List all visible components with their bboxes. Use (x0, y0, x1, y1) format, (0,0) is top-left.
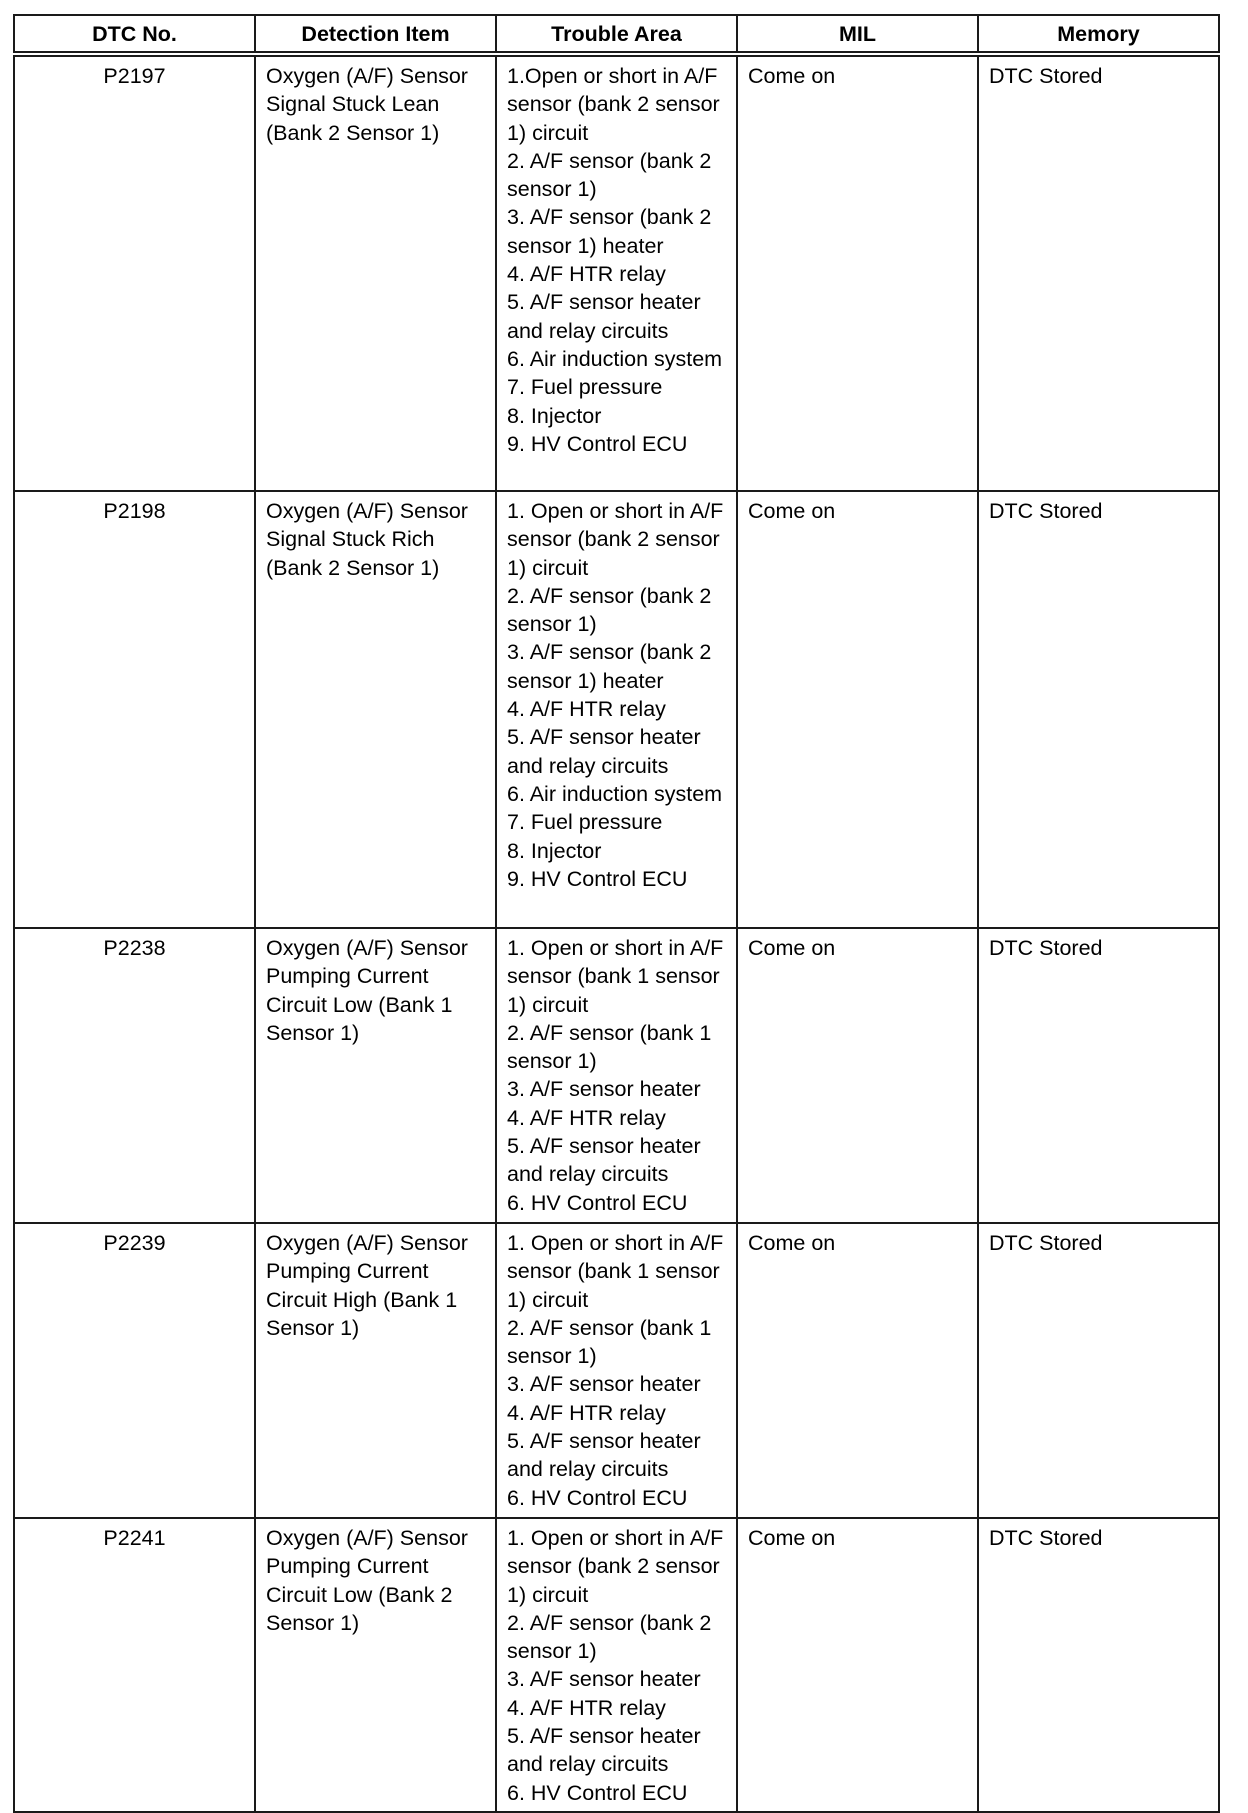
mil-status: Come on (737, 54, 978, 491)
trouble-item: 1. Open or short in A/F sensor (bank 2 sensor 1) circuit (507, 499, 724, 580)
table-row (14, 1223, 1219, 1518)
dtc-code: P2238 (14, 928, 255, 1223)
trouble-item: 4. A/F HTR relay (507, 1695, 666, 1720)
trouble-area (496, 1223, 737, 1518)
trouble-item: 2. A/F sensor (bank 1 sensor 1) (507, 1020, 712, 1074)
table-row (14, 491, 1219, 928)
table-row (14, 928, 1219, 1223)
mil-status: Come on (737, 1518, 978, 1812)
trouble-item: 6. Air induction system (507, 346, 723, 371)
trouble-item: 4. A/F HTR relay (507, 1105, 666, 1130)
memory-status: DTC Stored (978, 1223, 1219, 1518)
header-dtc-no: DTC No. (14, 15, 255, 54)
trouble-item: 6. HV Control ECU (507, 1190, 688, 1215)
trouble-item: 3. A/F sensor heater (507, 1372, 701, 1397)
table-header (14, 15, 1219, 54)
detection-item: Oxygen (A/F) Sensor Pumping Current Circuit Low (Bank 2 Sensor 1) (255, 1518, 496, 1812)
trouble-area (496, 54, 737, 491)
dtc-code: P2197 (14, 54, 255, 491)
trouble-item: 9. HV Control ECU (507, 866, 688, 891)
mil-status: Come on (737, 1223, 978, 1518)
trouble-item: 4. A/F HTR relay (507, 697, 666, 722)
trouble-item: 7. Fuel pressure (507, 810, 663, 835)
trouble-item: 2. A/F sensor (bank 2 sensor 1) (507, 1610, 712, 1664)
memory-status: DTC Stored (978, 491, 1219, 928)
trouble-item: 1. Open or short in A/F sensor (bank 1 sensor 1) circuit (507, 1231, 724, 1312)
detection-item: Oxygen (A/F) Sensor Signal Stuck Lean (Bank 2 Sensor 1) (255, 54, 496, 491)
table-row (14, 54, 1219, 491)
trouble-item: 6. Air induction system (507, 781, 723, 806)
trouble-item: 4. A/F HTR relay (507, 1400, 666, 1425)
trouble-item: 2. A/F sensor (bank 1 sensor 1) (507, 1315, 712, 1369)
trouble-item: 5. A/F sensor heater and relay circuits (507, 1134, 701, 1187)
trouble-item: 8. Injector (507, 403, 602, 428)
trouble-item: 4. A/F HTR relay (507, 262, 666, 287)
table-row (14, 1518, 1219, 1812)
dtc-code: P2241 (14, 1518, 255, 1812)
trouble-item: 5. A/F sensor heater and relay circuits (507, 1724, 701, 1777)
trouble-area (496, 928, 737, 1223)
memory-status: DTC Stored (978, 54, 1219, 491)
trouble-item: 5. A/F sensor heater and relay circuits (507, 1429, 701, 1482)
dtc-code: P2239 (14, 1223, 255, 1518)
trouble-item: 9. HV Control ECU (507, 431, 688, 456)
detection-item: Oxygen (A/F) Sensor Pumping Current Circuit Low (Bank 1 Sensor 1) (255, 928, 496, 1223)
trouble-item: 1.Open or short in A/F sensor (bank 2 sensor 1) circuit (507, 64, 720, 145)
trouble-item: 5. A/F sensor heater and relay circuits (507, 725, 701, 778)
header-memory: Memory (978, 15, 1219, 54)
trouble-area (496, 1518, 737, 1812)
trouble-area (496, 491, 737, 928)
dtc-code: P2198 (14, 491, 255, 928)
mil-status: Come on (737, 491, 978, 928)
trouble-item: 2. A/F sensor (bank 2 sensor 1) (507, 148, 712, 202)
memory-status: DTC Stored (978, 928, 1219, 1223)
detection-item: Oxygen (A/F) Sensor Pumping Current Circuit High (Bank 1 Sensor 1) (255, 1223, 496, 1518)
trouble-item: 8. Injector (507, 838, 602, 863)
header-trouble-area: Trouble Area (496, 15, 737, 54)
memory-status: DTC Stored (978, 1518, 1219, 1812)
trouble-item: 3. A/F sensor (bank 2 sensor 1) heater (507, 205, 712, 258)
trouble-item: 1. Open or short in A/F sensor (bank 1 sensor 1) circuit (507, 936, 724, 1017)
mil-status: Come on (737, 928, 978, 1223)
table-body (14, 54, 1219, 1812)
trouble-item: 7. Fuel pressure (507, 375, 663, 400)
detection-item: Oxygen (A/F) Sensor Signal Stuck Rich (Bank 2 Sensor 1) (255, 491, 496, 928)
header-row (14, 15, 1219, 54)
header-mil: MIL (737, 15, 978, 54)
trouble-item: 6. HV Control ECU (507, 1485, 688, 1510)
trouble-item: 2. A/F sensor (bank 2 sensor 1) (507, 583, 712, 637)
trouble-item: 1. Open or short in A/F sensor (bank 2 sensor 1) circuit (507, 1526, 724, 1607)
trouble-item: 3. A/F sensor (bank 2 sensor 1) heater (507, 640, 712, 693)
trouble-item: 3. A/F sensor heater (507, 1667, 701, 1692)
trouble-item: 6. HV Control ECU (507, 1780, 688, 1805)
trouble-item: 3. A/F sensor heater (507, 1077, 701, 1102)
header-detection-item: Detection Item (255, 15, 496, 54)
trouble-item: 5. A/F sensor heater and relay circuits (507, 290, 701, 343)
dtc-table (13, 14, 1220, 1813)
